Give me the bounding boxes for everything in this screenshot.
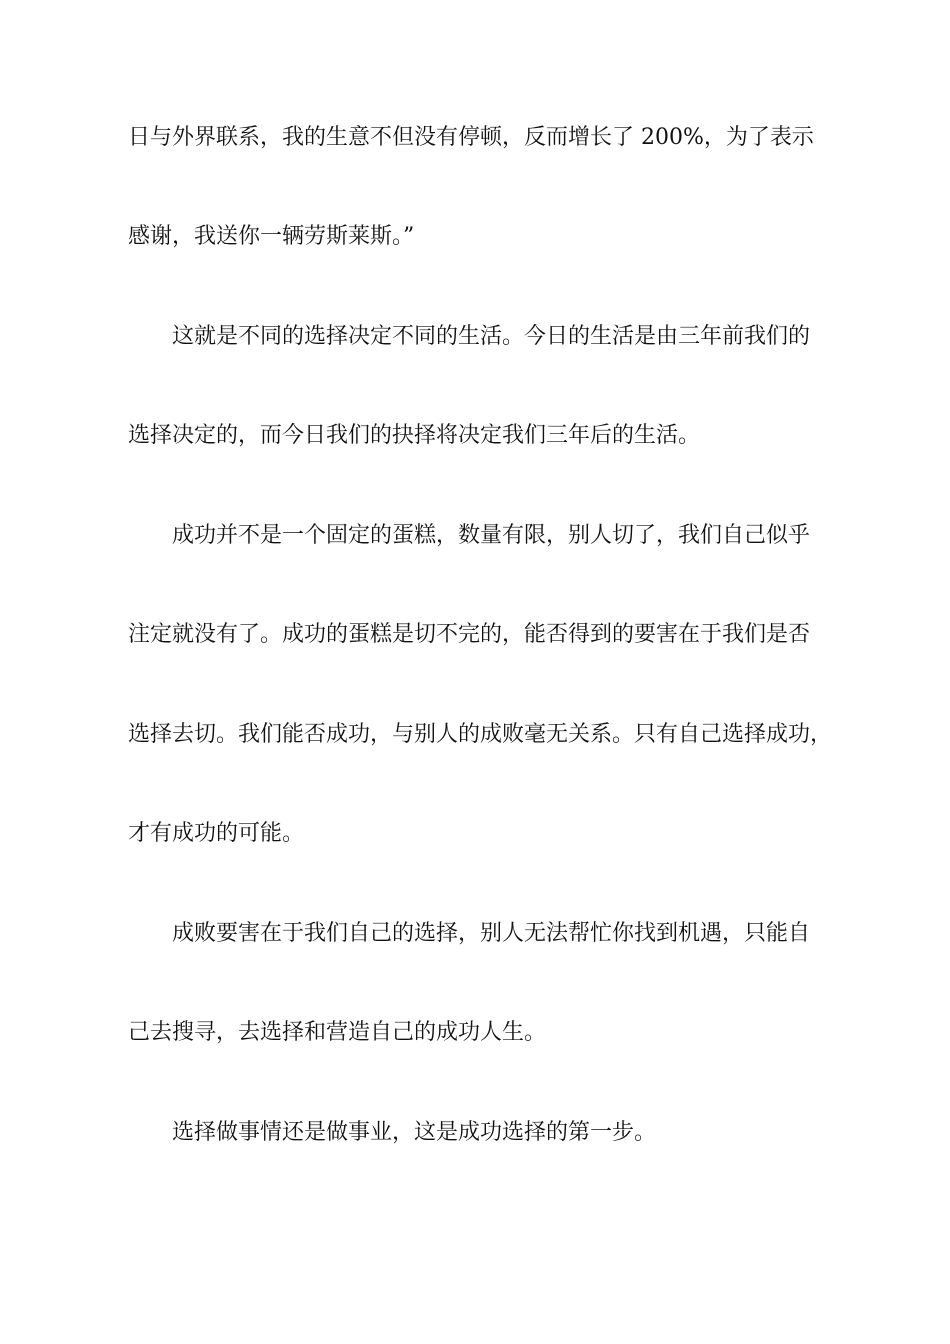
paragraph-start-line-5: 成功并不是一个固定的蛋糕，数量有限，别人切了，我们自己似乎 — [172, 523, 811, 548]
text-line-6: 注定就没有了。成功的蛋糕是切不完的，能否得到的要害在于我们是否 — [128, 622, 811, 647]
text-line-10: 己去搜寻，去选择和营造自己的成功人生。 — [128, 1020, 547, 1045]
text-line-8: 才有成功的可能。 — [128, 821, 305, 846]
paragraph-start-line-11: 选择做事情还是做事业，这是成功选择的第一步。 — [172, 1120, 657, 1145]
text-line-1: 日与外界联系，我的生意不但没有停顿，反而增长了 200%，为了表示 — [128, 125, 814, 150]
paragraph-start-line-3: 这就是不同的选择决定不同的生活。今日的生活是由三年前我们的 — [172, 324, 811, 349]
paragraph-start-line-9: 成败要害在于我们自己的选择，别人无法帮忙你找到机遇，只能自 — [172, 921, 811, 946]
text-line-4: 选择决定的，而今日我们的抉择将决定我们三年后的生活。 — [128, 423, 701, 448]
text-line-7: 选择去切。我们能否成功，与别人的成败毫无关系。只有自己选择成功， — [128, 722, 833, 747]
text-line-2: 感谢，我送你一辆劳斯莱斯。” — [128, 224, 415, 249]
